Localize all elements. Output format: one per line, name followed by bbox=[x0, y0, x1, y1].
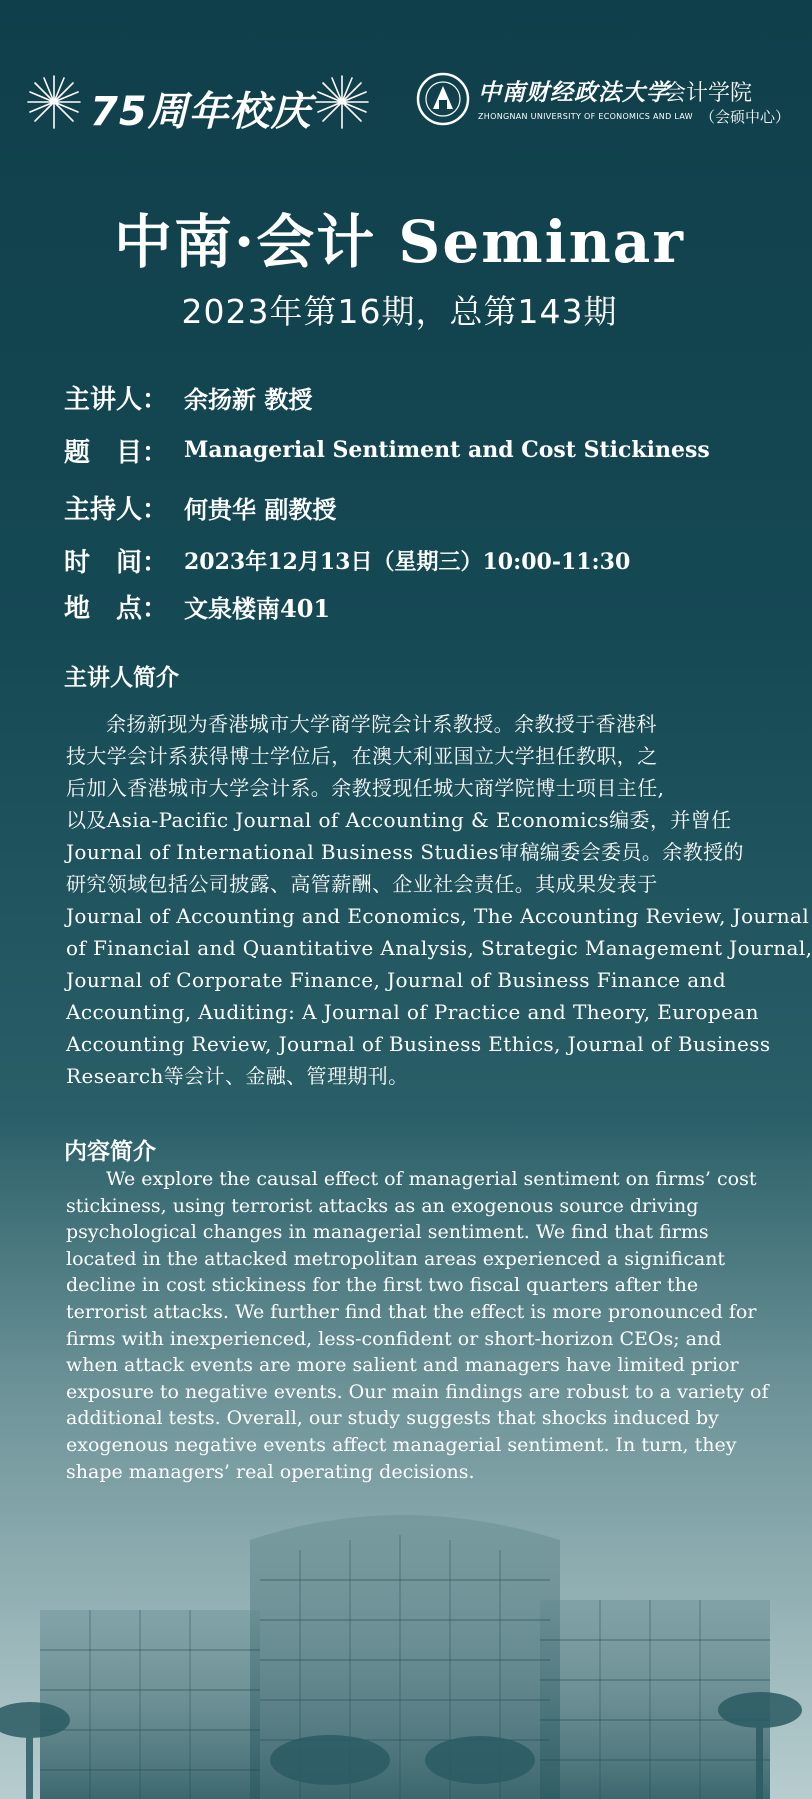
university-name: 中南财经政法大学 bbox=[478, 79, 670, 106]
speaker-row bbox=[64, 377, 312, 417]
place-label: 地 点： bbox=[64, 593, 169, 624]
campus-building-illustration bbox=[0, 1470, 799, 1799]
topic-row bbox=[64, 430, 710, 470]
abstract-line: terrorist attacks. We further find that the effect is more pronounced for bbox=[66, 1300, 757, 1323]
bio-paragraph bbox=[66, 708, 812, 1092]
school-name: 会计学院 bbox=[664, 81, 753, 106]
abstract-line: shape managers’ real operating decisions. bbox=[66, 1460, 475, 1483]
abstract-line: stickiness, using terrorist attacks as an exogenous source driving bbox=[66, 1194, 699, 1217]
host-value: 何贵华 副教授 bbox=[184, 494, 337, 524]
bio-line: Journal of Corporate Finance, Journal of Business Finance and bbox=[66, 968, 727, 992]
bio-heading: 主讲人简介 bbox=[64, 665, 179, 691]
firework-icon bbox=[24, 72, 84, 132]
bio-line: Journal of Accounting and Economics, The Accounting Review, Journal bbox=[66, 904, 810, 928]
abstract-line: psychological changes in managerial sentiment. We find that firms bbox=[66, 1221, 709, 1244]
place-row bbox=[64, 586, 330, 626]
bio-line: 研究领域包括公司披露、高管薪酬、企业社会责任。其成果发表于 bbox=[66, 872, 658, 896]
abstract-line: when attack events are more salient and managers have limited prior bbox=[66, 1354, 739, 1377]
abstract-paragraph bbox=[66, 1166, 769, 1485]
bio-line: Accounting Review, Journal of Business Ethics, Journal of Business bbox=[66, 1032, 771, 1056]
abstract-heading: 内容简介 bbox=[64, 1139, 156, 1165]
host-row bbox=[64, 487, 336, 527]
time-label: 时 间： bbox=[64, 547, 169, 578]
abstract-line: decline in cost stickiness for the first two fiscal quarters after the bbox=[66, 1274, 699, 1297]
school-subtitle: （会硕中心） bbox=[700, 108, 791, 126]
bio-line: 技大学会计系获得博士学位后，在澳大利亚国立大学担任教职，之 bbox=[66, 744, 658, 768]
speaker-value: 余扬新 教授 bbox=[184, 384, 313, 414]
abstract-line: firms with inexperienced, less-confident or short-horizon CEOs; and bbox=[66, 1327, 722, 1350]
bio-line: Accounting, Auditing: A Journal of Practice and Theory, European bbox=[66, 1000, 759, 1024]
abstract-line: exposure to negative events. Our main findings are robust to a variety of bbox=[66, 1380, 769, 1403]
abstract-line: exogenous negative events affect managerial sentiment. In turn, they bbox=[66, 1433, 737, 1456]
anniversary-title: 75周年校庆 bbox=[90, 89, 312, 135]
time-row bbox=[64, 540, 630, 580]
issue-number: 2023年第16期，总第143期 bbox=[181, 292, 618, 331]
bio-line: of Financial and Quantitative Analysis, Strategic Management Journal, bbox=[66, 936, 812, 960]
university-logo-icon bbox=[416, 72, 470, 126]
bio-line: 后加入香港城市大学会计系。余教授现任城大商学院博士项目主任, bbox=[66, 776, 665, 800]
time-value: 2023年12月13日（星期三）10:00-11:30 bbox=[184, 548, 631, 575]
topic-label: 题 目： bbox=[64, 437, 169, 468]
bio-line: 以及Asia-Pacific Journal of Accounting & Economics编委，并曾任 bbox=[66, 808, 732, 832]
university-name-en: ZHONGNAN UNIVERSITY OF ECONOMICS AND LAW bbox=[478, 112, 693, 121]
abstract-line: additional tests. Overall, our study suggests that shocks induced by bbox=[66, 1407, 719, 1430]
abstract-line: located in the attacked metropolitan areas experienced a significant bbox=[66, 1247, 726, 1270]
abstract-line: We explore the causal effect of managerial sentiment on firms’ cost bbox=[106, 1168, 757, 1190]
bio-line: Journal of International Business Studies审稿编委会委员。余教授的 bbox=[66, 840, 744, 864]
topic-value: Managerial Sentiment and Cost Stickiness bbox=[184, 437, 710, 463]
speaker-label: 主讲人： bbox=[64, 384, 169, 415]
bio-line: 余扬新现为香港城市大学商学院会计系教授。余教授于香港科 bbox=[106, 712, 657, 736]
bio-line: Research等会计、金融、管理期刊。 bbox=[66, 1064, 409, 1088]
seminar-title: 中南·会计 Seminar bbox=[114, 208, 685, 276]
firework-icon bbox=[312, 72, 372, 132]
place-value: 文泉楼南401 bbox=[184, 593, 331, 623]
host-label: 主持人： bbox=[64, 494, 169, 525]
